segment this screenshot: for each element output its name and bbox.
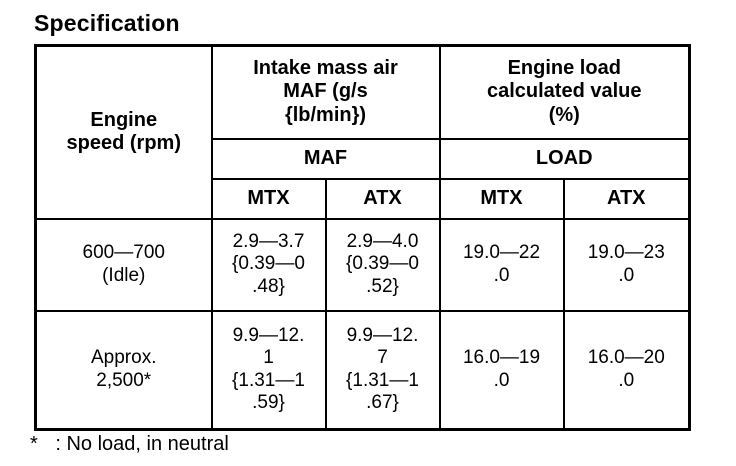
- cell-engine-speed: [36, 219, 212, 311]
- cell-line: 16.0—19: [462, 347, 541, 369]
- footnote: [30, 433, 229, 456]
- header-load-short: LOAD: [440, 139, 690, 179]
- cell-line: 9.9—12.: [346, 324, 419, 346]
- header-load-line-2: calculated value: [486, 80, 642, 103]
- cell-line: 2.9—3.7: [232, 230, 305, 252]
- cell-load-atx: [564, 311, 690, 430]
- cell-engine-speed: [36, 311, 212, 430]
- cell-line: 2.9—4.0: [346, 230, 419, 252]
- header-engine-speed: [36, 46, 212, 219]
- header-maf-atx: ATX: [326, 179, 440, 219]
- cell-line: 600—700: [82, 242, 165, 264]
- cell-line: 9.9—12.: [232, 324, 305, 346]
- header-maf-line-3: {lb/min}): [284, 104, 367, 127]
- page-title: Specification: [34, 10, 180, 36]
- cell-line: .59}: [252, 392, 285, 414]
- cell-maf-atx: [326, 219, 440, 311]
- header-load-group: [440, 46, 690, 139]
- cell-line: .0: [493, 264, 510, 286]
- cell-load-mtx: [440, 311, 564, 430]
- footnote-text: : No load, in neutral: [55, 433, 229, 455]
- header-load-mtx: MTX: [440, 179, 564, 219]
- header-maf-group: [212, 46, 440, 139]
- cell-line: .67}: [366, 392, 399, 414]
- cell-line: {0.39—0: [232, 253, 305, 275]
- specification-table: [34, 44, 691, 431]
- cell-maf-atx: [326, 311, 440, 430]
- table-row: [36, 311, 690, 430]
- cell-line: .0: [618, 369, 635, 391]
- cell-line: .0: [618, 264, 635, 286]
- cell-line: 19.0—22: [462, 242, 541, 264]
- cell-line: 16.0—20: [587, 347, 665, 369]
- cell-line: {1.31—1: [232, 369, 305, 391]
- cell-line: 2,500*: [96, 369, 152, 391]
- cell-maf-mtx: [212, 219, 326, 311]
- cell-line: {1.31—1: [346, 369, 419, 391]
- cell-load-mtx: [440, 219, 564, 311]
- header-engine-speed-line-2: speed (rpm): [66, 132, 181, 155]
- header-maf-short: MAF: [212, 139, 440, 179]
- cell-line: {0.39—0: [346, 253, 419, 275]
- cell-line: .48}: [252, 275, 285, 297]
- cell-maf-mtx: [212, 311, 326, 430]
- header-engine-speed-line-1: Engine: [90, 108, 158, 131]
- header-maf-mtx: MTX: [212, 179, 326, 219]
- cell-line: .0: [493, 369, 510, 391]
- header-maf-line-2: MAF (g/s: [283, 80, 368, 103]
- cell-line: 7: [377, 347, 388, 369]
- header-load-line-1: Engine load: [507, 56, 621, 79]
- header-maf-line-1: Intake mass air: [253, 56, 398, 79]
- cell-line: (Idle): [102, 264, 146, 286]
- header-load-atx: ATX: [564, 179, 690, 219]
- table-row: [36, 219, 690, 311]
- footnote-marker: *: [30, 433, 38, 455]
- header-load-line-3: (%): [548, 104, 580, 127]
- cell-line: Approx.: [91, 347, 157, 369]
- cell-line: 1: [263, 347, 274, 369]
- cell-line: .52}: [366, 275, 399, 297]
- cell-line: 19.0—23: [587, 242, 665, 264]
- cell-load-atx: [564, 219, 690, 311]
